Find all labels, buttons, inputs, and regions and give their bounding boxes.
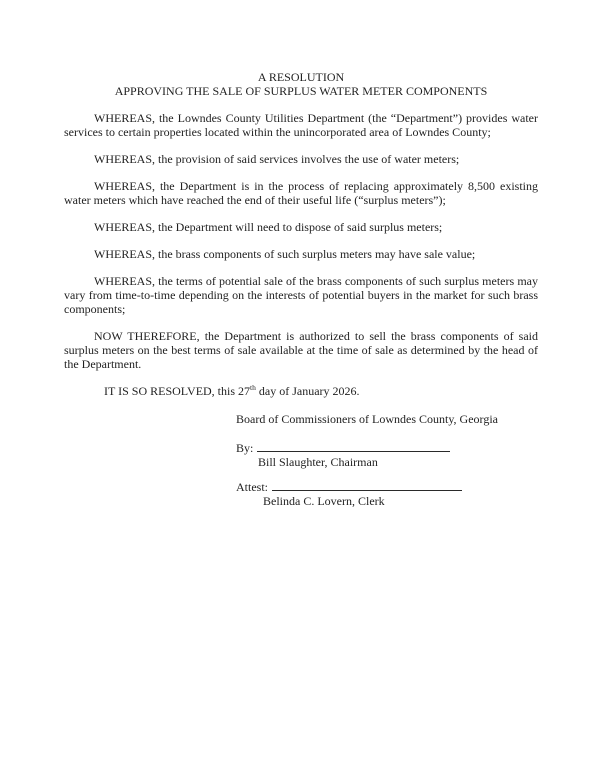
- resolved-date-line: [64, 384, 538, 398]
- chairman-name: Bill Slaughter, Chairman: [258, 455, 378, 469]
- attest-signature-line: [272, 480, 462, 491]
- resolved-suffix: day of January 2026.: [255, 384, 360, 398]
- attest-signature-row: [236, 480, 538, 494]
- whereas-paragraph-4: WHEREAS, the Department will need to dispose of said surplus meters;: [94, 220, 443, 234]
- title-line-2: APPROVING THE SALE OF SURPLUS WATER METER COMPONENTS: [114, 84, 488, 98]
- by-signature-line: [257, 441, 450, 452]
- whereas-paragraph-6: WHEREAS, the terms of potential sale of the brass components of such surplus meters may vary from time-to-time depending on the interests of potential buyers in the market for such brass components;: [64, 274, 538, 316]
- by-signature-row: [236, 441, 538, 455]
- now-therefore-paragraph: NOW THEREFORE, the Department is authorized to sell the brass components of said surplus meters on the best terms of sale available at the time of sale as determined by the head of the Department.: [64, 329, 538, 371]
- document-title: [64, 70, 538, 98]
- title-line-1: A RESOLUTION: [257, 70, 345, 84]
- whereas-paragraph-1: WHEREAS, the Lowndes County Utilities Department (the “Department”) provides water services to certain properties located within the unincorporated area of Lowndes County;: [64, 111, 538, 139]
- clerk-name: Belinda C. Lovern, Clerk: [263, 494, 385, 508]
- resolution-document: [64, 70, 538, 508]
- by-label: By:: [236, 441, 254, 455]
- ordinal-superscript: th: [250, 383, 256, 392]
- attest-label: Attest:: [236, 480, 268, 494]
- signature-block: [236, 412, 538, 508]
- whereas-paragraph-2: WHEREAS, the provision of said services involves the use of water meters;: [94, 152, 460, 166]
- whereas-paragraph-5: WHEREAS, the brass components of such surplus meters may have sale value;: [94, 247, 476, 261]
- resolved-prefix: IT IS SO RESOLVED, this 27: [104, 384, 251, 398]
- signing-organization: Board of Commissioners of Lowndes County, Georgia: [236, 412, 498, 426]
- whereas-paragraph-3: WHEREAS, the Department is in the process of replacing approximately 8,500 existing water meters which have reached the end of their useful life (“surplus meters”);: [64, 179, 538, 207]
